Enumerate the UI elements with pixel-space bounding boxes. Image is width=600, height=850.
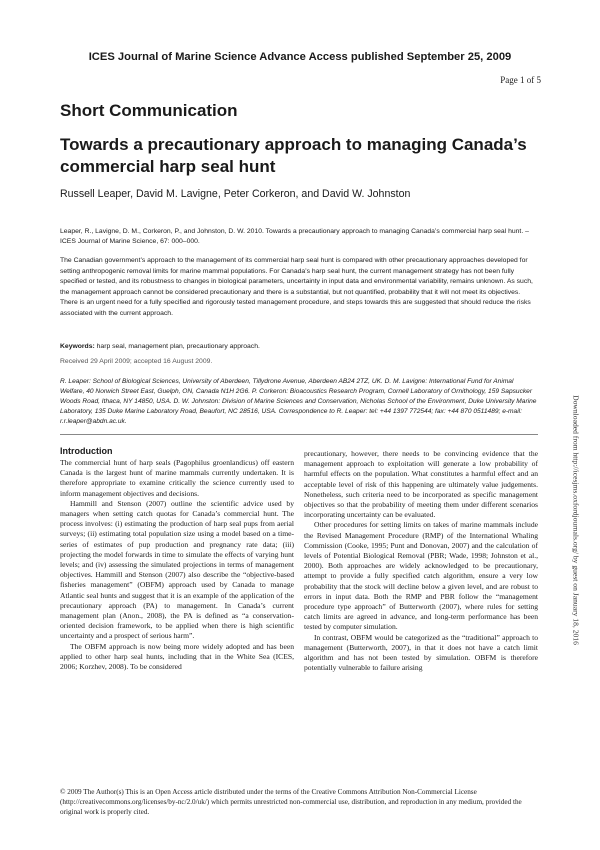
affiliations: R. Leaper: School of Biological Sciences, University of Aberdeen, Tillydrone Avenue, Aberdeen AB24 2TZ, UK. D. M. Lavigne: International Fund for Animal Welfare, 40 Norwich Street East, Guelph, ON, Canada N1H 2G6. P. Corkeron: Bioacoustics Research Program, Cornell Laboratory of Ornithology, 159 Sapsucker Woods Road, Ithaca, NY 14850, USA. D. W. Johnston: Division of Marine Sciences and Conservation, Nicholas School of the Environment, Duke University Marine Laboratory, 135 Duke Marine Laboratory Road, Beaufort, NC 28516, USA. Correspondence to R. Leaper: tel: +44 1397 772544; fax: +44 870 0511489; e-mail: r.r.leaper@abdn.ac.uk. bbox=[60, 378, 537, 425]
paragraph: The commercial hunt of harp seals (Pagophilus groenlandicus) off eastern Canada is the largest hunt of marine mammals currently undertaken. It is therefore appropriate to examine critically the science currently used to inform management objectives and decisions. bbox=[60, 458, 294, 498]
keywords bbox=[60, 343, 538, 350]
abstract: The Canadian government’s approach to the management of its commercial harp seal hunt is compared with other precautionary approaches developed for setting anthropogenic removal limits for marine mammal populations. For Canada’s harp seal hunt, the current management strategy has not been fully specified or tested, and its robustness to changes in biological parameters, uncertainty in input data and environmental variability, remains unknown. As such, the management approach cannot be considered precautionary and there is a substantial, but not quantified, probability that it will not meet its objectives. There is an urgent need for a fully specified and rigorously tested management procedure, and steps towards this are suggested that should reduce the risks associated with the current approach. bbox=[60, 257, 533, 317]
paragraph: Other procedures for setting limits on takes of marine mammals include the Revised Management Procedure (RMP) of the International Whaling Commission (Cooke, 1995; Punt and Donovan, 2007) and the calculation of levels of Potential Biological Removal (PBR; Wade, 1998; Johnston et al., 2000). Both approaches are widely acknowledged to be precautionary, attempt to provide a fully specified catch algorithm, ensure a very low probability that the stock will decline below a given level, and are robust to errors in input data. Both the RMP and PBR follow the “management procedure type approach” of Butterworth (2007), where rules for setting catch limits are agreed in advance, and long-term performance has been tested by computer simulation. bbox=[304, 520, 538, 632]
body-column-right bbox=[304, 449, 538, 673]
journal-banner: ICES Journal of Marine Science Advance Access published September 25, 2009 bbox=[88, 51, 512, 63]
author-list: Russell Leaper, David M. Lavigne, Peter Corkeron, and David W. Johnston bbox=[60, 188, 411, 200]
body-column-left bbox=[60, 446, 294, 672]
keywords-text: harp seal, management plan, precautionary approach. bbox=[96, 343, 260, 350]
divider bbox=[60, 434, 538, 435]
paragraph: In contrast, OBFM would be categorized as the “traditional” approach to management (Butterworth, 2007), in that it does not have a catch limit algorithm and has not been tested by simulation. OBFM is therefore potentially vulnerable to failure arising bbox=[304, 632, 538, 673]
paragraph: The OBFM approach is now being more widely adopted and has been applied to other harp seal hunts, including that in the White Sea (ICES, 2006; Korzhev, 2008). To be considered bbox=[60, 641, 294, 672]
license-notice: © 2009 The Author(s) This is an Open Access article distributed under the terms of the Creative Commons Attribution Non-Commercial License (http://creativecommons.org/licenses/by-nc/2.0/uk/) which permits unrestricted non-commercial use, distribution, and reproduction in any medium, provided the original work is properly cited. bbox=[60, 788, 522, 816]
page-number: Page 1 of 5 bbox=[500, 75, 541, 85]
paragraph: Hammill and Stenson (2007) outline the scientific advice used by managers when setting catch quotas for Canada’s commercial hunt. The process involves: (i) estimating the production of harp seal pups from aerial surveys; (ii) estimating total population size using a model based on a time-series of estimates of pup production and pregnancy rate data; (iii) projecting the model forwards in time to simulate the effects of varying hunt levels; and (iv) assessing the simulated projections in terms of management objectives. Hammill and Stenson (2007) also describe the “objective-based fisheries management” (OBFM) approach used by Canada to manage Atlantic seal hunts and suggest that it is an example of the application of the precautionary approach (PA) to management. In Canada’s current management plan (Anon., 2008), the PA is defined as “a conservation-oriented decision framework, to be applied when there is high scientific uncertainty and a prospect of serious harm”. bbox=[60, 498, 294, 641]
received-dates: Received 29 April 2009; accepted 16 August 2009. bbox=[60, 358, 213, 365]
keywords-label: Keywords: bbox=[60, 343, 95, 350]
download-note-text[interactable]: Downloaded from http://icesjms.oxfordjournals.org/ by guest on January 18, 2016 bbox=[571, 395, 581, 645]
intro-heading: Introduction bbox=[60, 446, 113, 456]
paragraph: precautionary, however, there needs to be convincing evidence that the management approach to exploitation will generate a low probability of harmful effects on the population. What constitutes a harmful effect and an acceptable level of risk of this happening are ultimately value judgements. Nonetheless, such criteria need to be incorporated as specific management objectives so that the probability of meeting them under different scenarios incorporating uncertainty can be evaluated. bbox=[304, 449, 538, 520]
article-title: Towards a precautionary approach to managing Canada’s commercial harp seal hunt bbox=[60, 135, 527, 176]
citation: Leaper, R., Lavigne, D. M., Corkeron, P., and Johnston, D. W. 2010. Towards a precautionary approach to managing Canada’s commercial harp seal hunt. – ICES Journal of Marine Science, 67: 000–000. bbox=[60, 228, 529, 245]
section-label: Short Communication bbox=[60, 101, 238, 120]
